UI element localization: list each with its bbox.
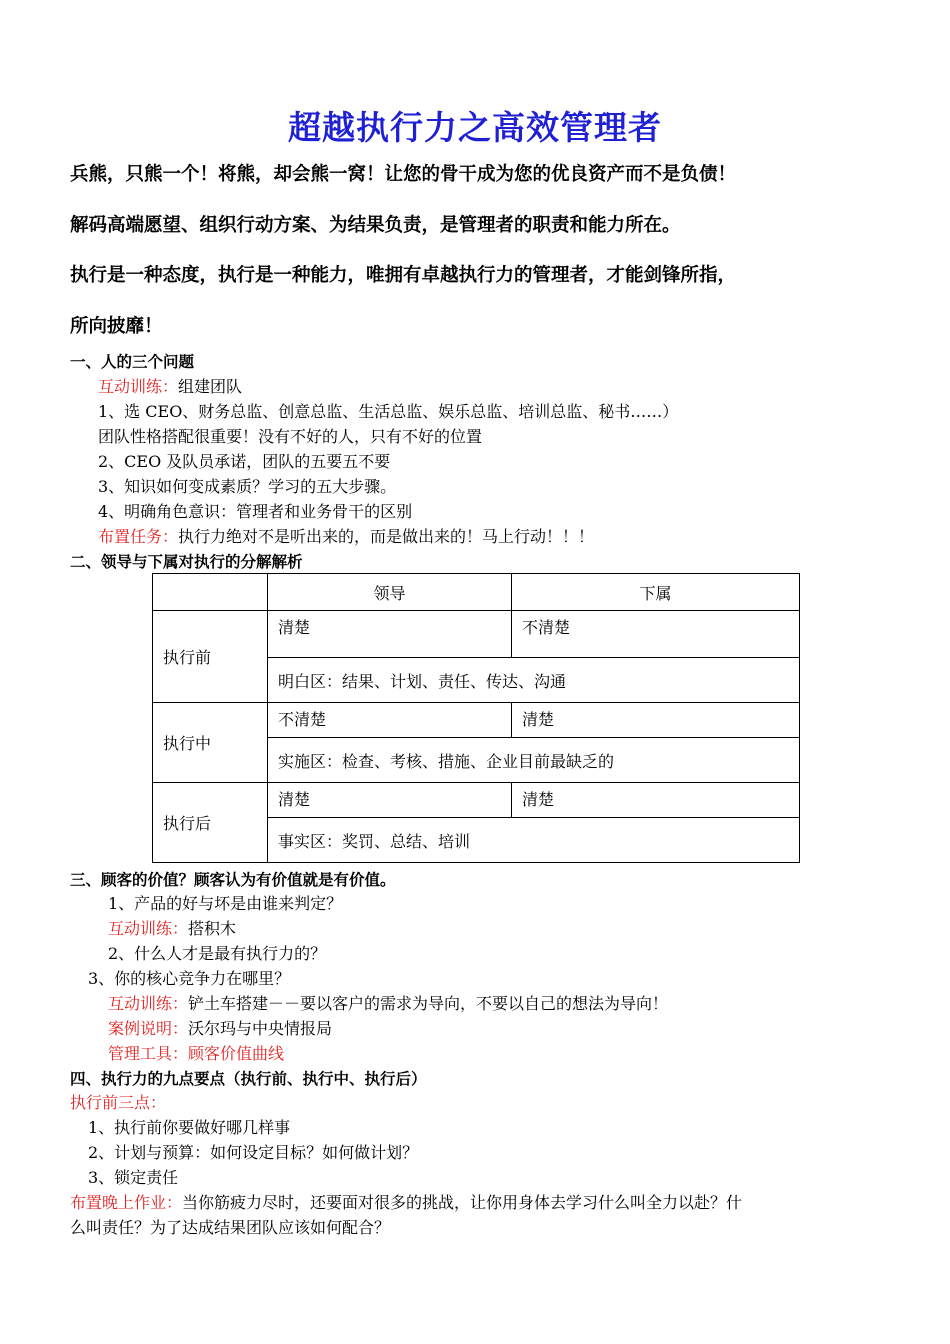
section-4-sub-label: 执行前三点： bbox=[70, 1093, 167, 1112]
section-3-training-1 bbox=[108, 918, 236, 940]
training-label: 互动训练： bbox=[108, 994, 189, 1013]
table-row bbox=[153, 703, 800, 738]
section-1-item: 2、CEO 及队员承诺，团队的五要五不要 bbox=[98, 452, 391, 471]
section-4-item: 2、计划与预算：如何设定目标？如何做计划？ bbox=[88, 1143, 419, 1162]
section-1-item: 4、明确角色意识：管理者和业务骨干的区别 bbox=[98, 502, 413, 521]
stage-cell: 执行中 bbox=[153, 703, 268, 783]
training-text: 搭积木 bbox=[188, 919, 237, 938]
section-3-question-2: 2、什么人才是最有执行力的？ bbox=[108, 944, 327, 963]
case-label: 案例说明： bbox=[108, 1019, 189, 1038]
subordinate-cell: 清楚 bbox=[512, 783, 800, 818]
zone-cell: 明白区：结果、计划、责任、传达、沟通 bbox=[268, 658, 800, 703]
homework-label: 布置晚上作业： bbox=[70, 1193, 183, 1212]
section-3-heading: 三、顾客的价值？顾客认为有价值就是有价值。 bbox=[70, 871, 396, 889]
zone-cell: 实施区：检查、考核、措施、企业目前最缺乏的 bbox=[268, 738, 800, 783]
zone-cell: 事实区：奖罚、总结、培训 bbox=[268, 818, 800, 863]
execution-breakdown-table bbox=[152, 573, 800, 863]
task-label: 布置任务： bbox=[98, 527, 179, 546]
section-1-item: 3、知识如何变成素质？学习的五大步骤。 bbox=[98, 477, 397, 496]
section-4-item: 3、锁定责任 bbox=[88, 1168, 179, 1187]
section-1-training bbox=[98, 376, 242, 398]
task-text: 执行力绝对不是听出来的，而是做出来的！马上行动！！！ bbox=[178, 527, 595, 546]
page-title: 超越执行力之高效管理者 bbox=[288, 108, 662, 147]
section-1-heading: 一、人的三个问题 bbox=[70, 353, 195, 371]
section-3-question-3: 3、你的核心竞争力在哪里？ bbox=[88, 969, 291, 988]
leader-cell: 清楚 bbox=[268, 783, 512, 818]
section-1-task bbox=[98, 526, 594, 548]
stage-cell: 执行后 bbox=[153, 783, 268, 863]
table-corner-cell bbox=[153, 574, 268, 611]
training-label: 互动训练： bbox=[108, 919, 189, 938]
section-4-homework bbox=[70, 1192, 742, 1214]
case-text: 沃尔玛与中央情报局 bbox=[188, 1019, 333, 1038]
subordinate-cell: 不清楚 bbox=[512, 611, 800, 658]
column-header-subordinate: 下属 bbox=[512, 574, 800, 611]
section-1-item: 团队性格搭配很重要！没有不好的人，只有不好的位置 bbox=[98, 427, 483, 446]
intro-line-3: 执行是一种态度，执行是一种能力，唯拥有卓越执行力的管理者，才能剑锋所指， bbox=[70, 265, 737, 286]
section-2-heading: 二、领导与下属对执行的分解解析 bbox=[70, 553, 303, 571]
section-3-training-2 bbox=[108, 993, 668, 1015]
table-row bbox=[153, 783, 800, 818]
intro-line-4: 所向披靡！ bbox=[70, 316, 163, 337]
intro-line-2: 解码高端愿望、组织行动方案、为结果负责，是管理者的职责和能力所在。 bbox=[70, 215, 681, 236]
section-4-heading: 四、执行力的九点要点（执行前、执行中、执行后） bbox=[70, 1070, 427, 1088]
section-4-item: 1、执行前你要做好哪几样事 bbox=[88, 1118, 291, 1137]
section-3-tool: 管理工具：顾客价值曲线 bbox=[108, 1044, 285, 1063]
homework-text: 当你筋疲力尽时，还要面对很多的挑战，让你用身体去学习什么叫全力以赴？什 bbox=[182, 1193, 743, 1212]
training-text: 铲土车搭建－－要以客户的需求为导向，不要以自己的想法为导向！ bbox=[188, 994, 669, 1013]
subordinate-cell: 清楚 bbox=[512, 703, 800, 738]
table-row bbox=[153, 611, 800, 658]
leader-cell: 不清楚 bbox=[268, 703, 512, 738]
section-1-item: 1、选 CEO、财务总监、创意总监、生活总监、娱乐总监、培训总监、秘书……） bbox=[98, 402, 679, 421]
stage-cell: 执行前 bbox=[153, 611, 268, 703]
table-header-row bbox=[153, 574, 800, 611]
leader-cell: 清楚 bbox=[268, 611, 512, 658]
column-header-leader: 领导 bbox=[268, 574, 512, 611]
training-text: 组建团队 bbox=[178, 377, 243, 396]
training-label: 互动训练： bbox=[98, 377, 179, 396]
section-4-homework-continued: 么叫责任？为了达成结果团队应该如何配合？ bbox=[70, 1218, 391, 1237]
section-3-case bbox=[108, 1018, 332, 1040]
section-3-question-1: 1、产品的好与坏是由谁来判定？ bbox=[108, 894, 343, 913]
intro-line-1: 兵熊，只熊一个！将熊，却会熊一窝！让您的骨干成为您的优良资产而不是负债！ bbox=[70, 164, 737, 185]
